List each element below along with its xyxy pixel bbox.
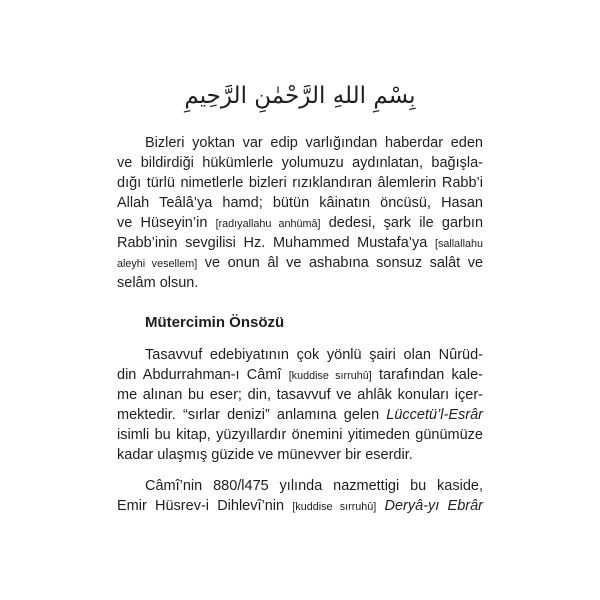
body-text: ve Hüseyin’in bbox=[117, 215, 216, 231]
body-text: Câmî’nin 880/l475 yılında nazmettigi bu kaside, bbox=[145, 478, 483, 494]
text-line bbox=[117, 365, 483, 385]
body-text: dığı türlü nimetlerle bizleri rızıklandıran âlemlerin Rabb’i bbox=[117, 175, 483, 191]
book-title-italic: Lüccetü’l-Esrâr bbox=[386, 407, 483, 423]
body-text: dedesi, şark ile garbın bbox=[320, 215, 484, 231]
bismillah-calligraphy: بِسْمِ اللهِ الرَّحْمٰنِ الرَّحِيمِ bbox=[184, 83, 416, 109]
body-text: Rabb’inin sevgilisi Hz. Muhammed Mustafa’ya bbox=[117, 235, 435, 251]
book-title-italic: Deryâ-yı Ebrâr bbox=[376, 498, 483, 514]
honorific-text: aleyhi vesellem] bbox=[117, 258, 198, 270]
body-text: Bizleri yoktan var edip varlığından haberdar eden bbox=[145, 135, 483, 151]
body-text: Tasavvuf edebiyatının çok yönlü şairi olan Nûrüd- bbox=[145, 347, 483, 363]
text-line bbox=[117, 153, 483, 173]
body-text: isimli bu kitap, yüzyıllardır önemini yitimeden günümüze bbox=[117, 427, 483, 443]
text-line bbox=[117, 385, 483, 405]
text-line bbox=[117, 345, 483, 365]
honorific-text: [kuddise sırruhû] bbox=[292, 501, 377, 513]
text-line bbox=[117, 193, 483, 213]
body-text: mektedir. “sırlar denizi” anlamına gelen bbox=[117, 407, 387, 423]
text-line bbox=[117, 425, 483, 445]
text-line bbox=[117, 405, 483, 425]
honorific-text: [kuddise sırruhû] bbox=[288, 370, 372, 382]
body-text: me alınan bu eser; din, tasavvuf ve ahlâk konuları içer- bbox=[117, 387, 483, 403]
text-line bbox=[117, 445, 483, 465]
body-text: Allah Teâlâ’ya hamd; bütün kâinatın öncüsü, Hasan bbox=[117, 195, 483, 211]
text-line bbox=[117, 233, 483, 253]
text-line bbox=[117, 253, 483, 273]
text-line bbox=[117, 273, 483, 293]
section-heading: Mütercimin Önsözü bbox=[145, 314, 285, 331]
text-line bbox=[117, 173, 483, 193]
page-text-block bbox=[117, 133, 483, 516]
body-text: tarafından kale- bbox=[371, 367, 483, 383]
text-line bbox=[117, 213, 483, 233]
body-text: Emir Hüsrev-i Dihlevî’nin bbox=[117, 498, 293, 514]
text-line bbox=[117, 133, 483, 153]
body-text: din Abdurrahman-ı Câmî bbox=[117, 367, 289, 383]
body-text: kadar ulaşmış güzide ve münevver bir eserdir. bbox=[117, 447, 413, 463]
preface-paragraph-1 bbox=[117, 345, 483, 465]
text-line bbox=[117, 496, 483, 516]
body-text: selâm olsun. bbox=[117, 275, 199, 291]
body-text: ve onun âl ve ashabına sonsuz salât ve bbox=[197, 255, 484, 271]
honorific-text: [sallallahu bbox=[434, 238, 483, 250]
body-text: ve bildirdiği hükümlerle yolumuzu aydınlatan, bağışla- bbox=[117, 155, 483, 171]
opening-paragraph bbox=[117, 133, 483, 293]
honorific-text: [radıyallahu anhümâ] bbox=[215, 218, 321, 230]
text-line bbox=[117, 476, 483, 496]
preface-paragraph-2 bbox=[117, 476, 483, 516]
